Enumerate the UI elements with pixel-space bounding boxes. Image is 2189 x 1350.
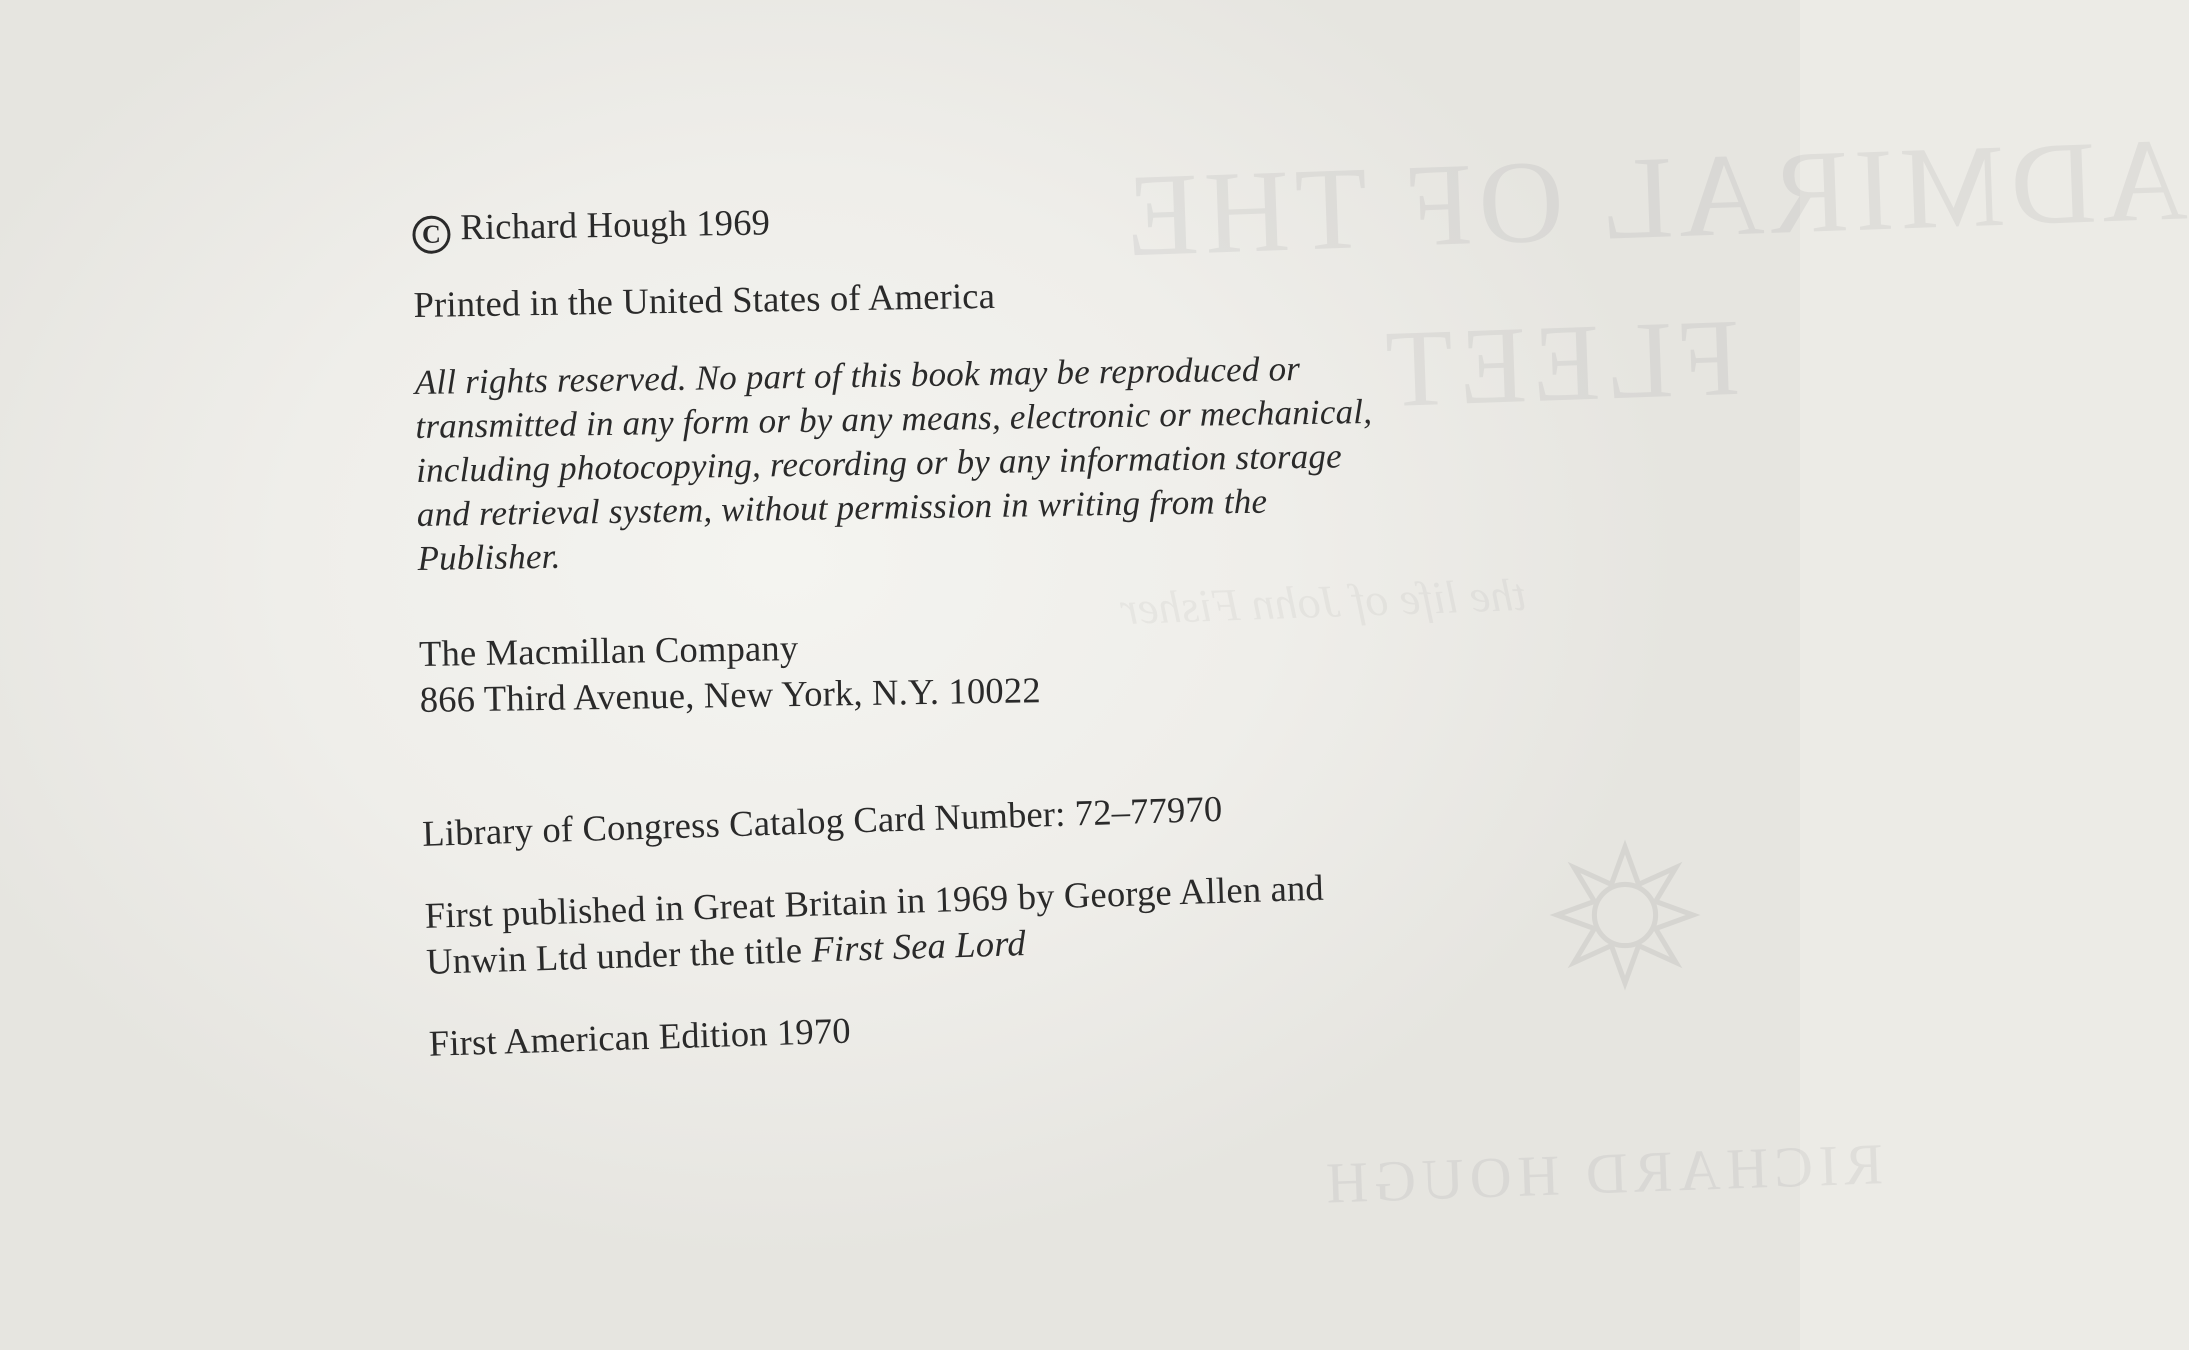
first-published-prefix: Unwin Ltd under the title	[425, 928, 813, 982]
original-title: First Sea Lord	[810, 922, 1027, 970]
first-published-note	[424, 858, 1526, 985]
copyright-holder: Richard Hough 1969	[460, 201, 771, 248]
publisher-name: The Macmillan Company	[418, 626, 799, 674]
rights-line: All rights reserved. No part of this book may be reproduced or	[414, 349, 1301, 402]
edition-line: First American Edition 1970	[428, 1009, 852, 1064]
publisher-address: 866 Third Avenue, New York, N.Y. 10022	[419, 669, 1042, 720]
rights-notice	[414, 344, 1517, 581]
faint-mirrored-heading: ADMIRAL	[1596, 113, 2189, 265]
rights-line: transmitted in any form or by any means, electronic or mechanical,	[415, 391, 1373, 446]
catalog-number: Library of Congress Catalog Card Number: 72–77970	[421, 787, 1223, 854]
printed-in: Printed in the United States of America	[413, 274, 996, 325]
publisher-block	[419, 614, 1520, 723]
first-published-line: First published in Great Britain in 1969 by George Allen and	[424, 866, 1325, 936]
rights-line: including photocopying, recording or by any information storage	[415, 436, 1343, 490]
lower-text	[422, 776, 1529, 1066]
copyright-page-text	[412, 188, 1525, 1067]
rights-line: Publisher.	[417, 536, 561, 578]
rights-line: and retrieval system, without permission in writing from the	[416, 481, 1268, 534]
copyright-symbol-icon: C	[412, 215, 451, 254]
